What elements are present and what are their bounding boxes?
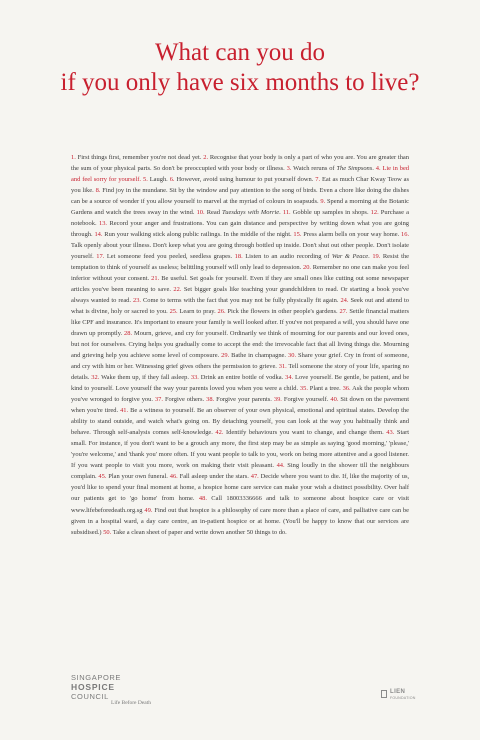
item-number: 18. <box>234 253 243 261</box>
item-number: 30. <box>288 352 297 360</box>
item-number: 16. <box>401 231 410 239</box>
item-text: Pick the flowers in other people's gardens. <box>227 308 338 316</box>
item-number: 42. <box>215 429 224 437</box>
item-number: 25. <box>169 308 178 316</box>
item-number: 36. <box>342 385 351 393</box>
item-number: 48. <box>198 495 207 503</box>
item-text: Ask the people whom you've wronged to forgive you. <box>71 385 410 404</box>
singapore-hospice-council-logo <box>71 673 121 701</box>
item-text: Laugh. <box>149 176 168 184</box>
item-text: Record your anger and frustrations. You can gain distance and perspective by writing down what you are going through. <box>71 220 410 239</box>
item-number: 29. <box>221 352 230 360</box>
item-number: 28. <box>124 330 133 338</box>
item-text: Set bigger goals like teaching your grandchildren to read. Or starting a book you've always wanted to read. <box>71 286 409 305</box>
item-text: Find out that hospice is a philosophy of care more than a place of care, and palliative care can be given in a hospital ward, a day care centre, an in-patient hospice or at home. (You'll be happy to know that our services are subsidised.) <box>71 506 410 536</box>
item-number: 38. <box>206 396 215 404</box>
sponsor-name: LIEN <box>390 689 406 695</box>
item-number: 41. <box>120 407 129 415</box>
item-number: 35. <box>299 385 308 393</box>
logo-line-1: SINGAPORE <box>71 673 121 682</box>
item-number: 40. <box>330 396 339 404</box>
item-number: 39. <box>273 396 282 404</box>
item-text: Decide where you want to die. If, like the majority of us, you'd like to spend your final moment at home, a hospice home care service can make your wish a distinct possibility. Over half our patients get to 'go home' from home. <box>71 473 410 503</box>
item-number: 3. <box>286 165 292 173</box>
item-number: 26. <box>217 308 226 316</box>
item-text: Call 18003336666 and talk to someone about hospice care or visit www.lifebeforedeath.org.sg <box>71 495 410 514</box>
logo-line-3: COUNCIL <box>71 692 109 701</box>
item-number: 8. <box>95 187 101 195</box>
item-text: Love yourself. Be gentle, be patient, and be kind to yourself. Love yourself the way your parents loved you when you were a child. <box>71 374 410 393</box>
item-text: Learn to pray. <box>179 308 216 316</box>
item-number: 47. <box>250 473 259 481</box>
lien-foundation-logo <box>381 689 416 703</box>
item-number: 1. <box>71 154 76 161</box>
item-number: 23. <box>132 297 142 305</box>
item-text-highlight: Lie in bed and feel sorry for yourself. <box>71 165 410 184</box>
item-text-before: Listen to an audio recording of <box>245 253 332 261</box>
item-text-before: Watch reruns of <box>293 165 337 173</box>
item-text-after: . <box>368 253 370 261</box>
logo-line-2: HOSPICE <box>71 682 115 692</box>
item-text: Sit down on the pavement when you're tired. <box>71 396 409 415</box>
item-text: However, avoid using humour to put yourself down. <box>176 176 314 184</box>
item-text: Take a clean sheet of paper and write down another 50 things to do. <box>112 528 287 536</box>
item-text: Purchase a notebook. <box>71 209 409 228</box>
item-text: Find joy in the mundane. Sit by the window and pay attention to the song of birds. Even a chore like doing the dishes can be a source of wonder if you allow yourself to marvel at the myriad of colours in soapsuds. <box>71 187 410 206</box>
item-number: 10. <box>196 209 205 217</box>
headline-line-1: What can you do <box>154 39 326 66</box>
item-text: Wake them up, if they fall asleep. <box>101 374 189 382</box>
item-text: Spend a morning at the Botanic Gardens and watch the trees sway in the wind. <box>71 198 409 217</box>
item-number: 24. <box>340 297 349 305</box>
item-number: 46. <box>169 473 178 481</box>
item-number: 15. <box>293 231 302 239</box>
item-number: 45. <box>98 473 107 481</box>
item-text: Share your grief. Cry in front of someone, and cry with him or her. Witnessing grief gives others the permission to grieve. <box>71 352 410 371</box>
item-text: Drink an entire bottle of vodka. <box>200 374 284 382</box>
item-number: 33. <box>190 374 199 382</box>
item-number: 14. <box>94 231 103 239</box>
tagline: Life Before Death <box>111 700 152 706</box>
item-number: 21. <box>151 275 160 283</box>
item-text-before: Read <box>206 209 223 217</box>
item-number: 22. <box>173 286 182 294</box>
item-number: 49. <box>144 506 153 514</box>
item-text: First things first, remember you're not dead yet. <box>77 154 202 161</box>
item-text: Let someone feed you peeled, seedless grapes. <box>106 253 233 261</box>
item-text-title: War & Peace <box>331 253 369 261</box>
item-text: Forgive yourself. <box>283 396 329 404</box>
item-text: Mourn, grieve, and cry for yourself. Ordinarily we think of mourning for our parents and our loved ones, but not for ourselves. Crying helps you gradually come to accept the end: the irrevocable fact that all living things die. Mourning and grieving help you achieve some level of composure. <box>71 330 410 360</box>
page-headline <box>0 38 480 98</box>
item-text: Fall asleep under the stars. <box>179 473 249 481</box>
item-number: 20. <box>302 264 312 272</box>
sponsor-sub: FOUNDATION <box>390 696 416 700</box>
item-number: 19. <box>372 253 381 261</box>
item-text: Press alarm bells on your way home. <box>303 231 400 239</box>
item-number: 5. <box>142 176 148 184</box>
item-text: Plan your own funeral. <box>108 473 168 481</box>
item-number: 50. <box>103 528 112 536</box>
item-number: 17. <box>96 253 105 261</box>
item-number: 34. <box>285 374 294 382</box>
item-text: Start small. For instance, if you don't want to be a grouch any more, the first step may be as simple as saying 'good morning,' 'please,' 'you're welcome,' and 'thank you' more often. If you want people to talk to you, work on being more attentive and a good listener. If you want people to visit you more, work on making their visit pleasant. <box>71 429 410 470</box>
item-text: Bathe in champagne. <box>231 352 287 360</box>
item-number: 2. <box>203 154 209 161</box>
item-number: 6. <box>169 176 175 184</box>
item-text: Recognise that your body is only a part of who you are. You are greater than the sum of your physical parts. So don't be preoccupied with your body or illness. <box>71 154 410 173</box>
things-to-do-list <box>71 152 409 538</box>
item-text-after: . <box>372 165 374 173</box>
item-number: 31. <box>278 363 287 371</box>
item-number: 32. <box>91 374 100 382</box>
item-text: Tell someone the story of your life, sparing no details. <box>71 363 410 382</box>
item-number: 27. <box>339 308 348 316</box>
item-text-title: The Simpsons <box>336 165 373 173</box>
item-text: Come to terms with the fact that you may not be fully physically fit again. <box>142 297 339 305</box>
item-text: Resist the temptation to think of yourself as useless; belittling yourself will only lead to depression. <box>71 253 410 272</box>
item-text: Remember no one can make you feel inferior without your consent. <box>71 264 410 283</box>
item-text: Forgive your parents. <box>216 396 272 404</box>
item-text: Gobble up samples in shops. <box>292 209 369 217</box>
item-text-title: Tuesdays with Morrie <box>222 209 280 217</box>
item-number: 13. <box>98 220 108 228</box>
item-text: Be useful. Set goals for yourself. Even if they are small ones like cutting out some newspaper articles you've been meaning to save. <box>71 275 409 294</box>
headline-line-2: if you only have six months to live? <box>60 69 420 96</box>
item-text: Be a witness to yourself. Be an observer of your own physical, emotional and spiritual states. Develop the ability to stand outside, and watch what's going on. By detaching yourself, you can look at the way you habitually think and behave. Through self-analysis comes self-knowledge. <box>71 407 409 437</box>
item-text: Identify behaviours you want to change, and change them. <box>225 429 384 437</box>
item-text: Sing loudly in the shower till the neighbours complain. <box>71 462 410 481</box>
lien-mark-icon <box>381 690 387 698</box>
item-text: Eat as much Char Kway Teow as you like. <box>71 176 410 195</box>
item-text-after: . <box>279 209 281 217</box>
item-number: 37. <box>154 396 163 404</box>
item-number: 12. <box>370 209 379 217</box>
item-number: 7. <box>315 176 321 184</box>
item-number: 43. <box>386 429 395 437</box>
item-text: Settle financial matters like CPF and insurance. It's important to ensure your family is well looked after. If you've not prepared a will, you should have one drawn up promptly. <box>71 308 410 338</box>
item-text: Run your walking stick along public railings. In the middle of the night. <box>104 231 292 239</box>
item-text: Talk openly about your illness. Don't keep what you are going through bottled up inside. Don't shut out other people. Don't isolate yourself. <box>71 242 409 261</box>
item-text: Plant a tree. <box>309 385 341 393</box>
item-number: 44. <box>276 462 285 470</box>
item-text: Seek out and attend to what is divine, holy or sacred to you. <box>71 297 410 316</box>
item-number: 11. <box>282 209 291 217</box>
item-number: 9. <box>320 198 326 206</box>
item-number: 4. <box>375 165 381 173</box>
item-text: Forgive others. <box>164 396 205 404</box>
